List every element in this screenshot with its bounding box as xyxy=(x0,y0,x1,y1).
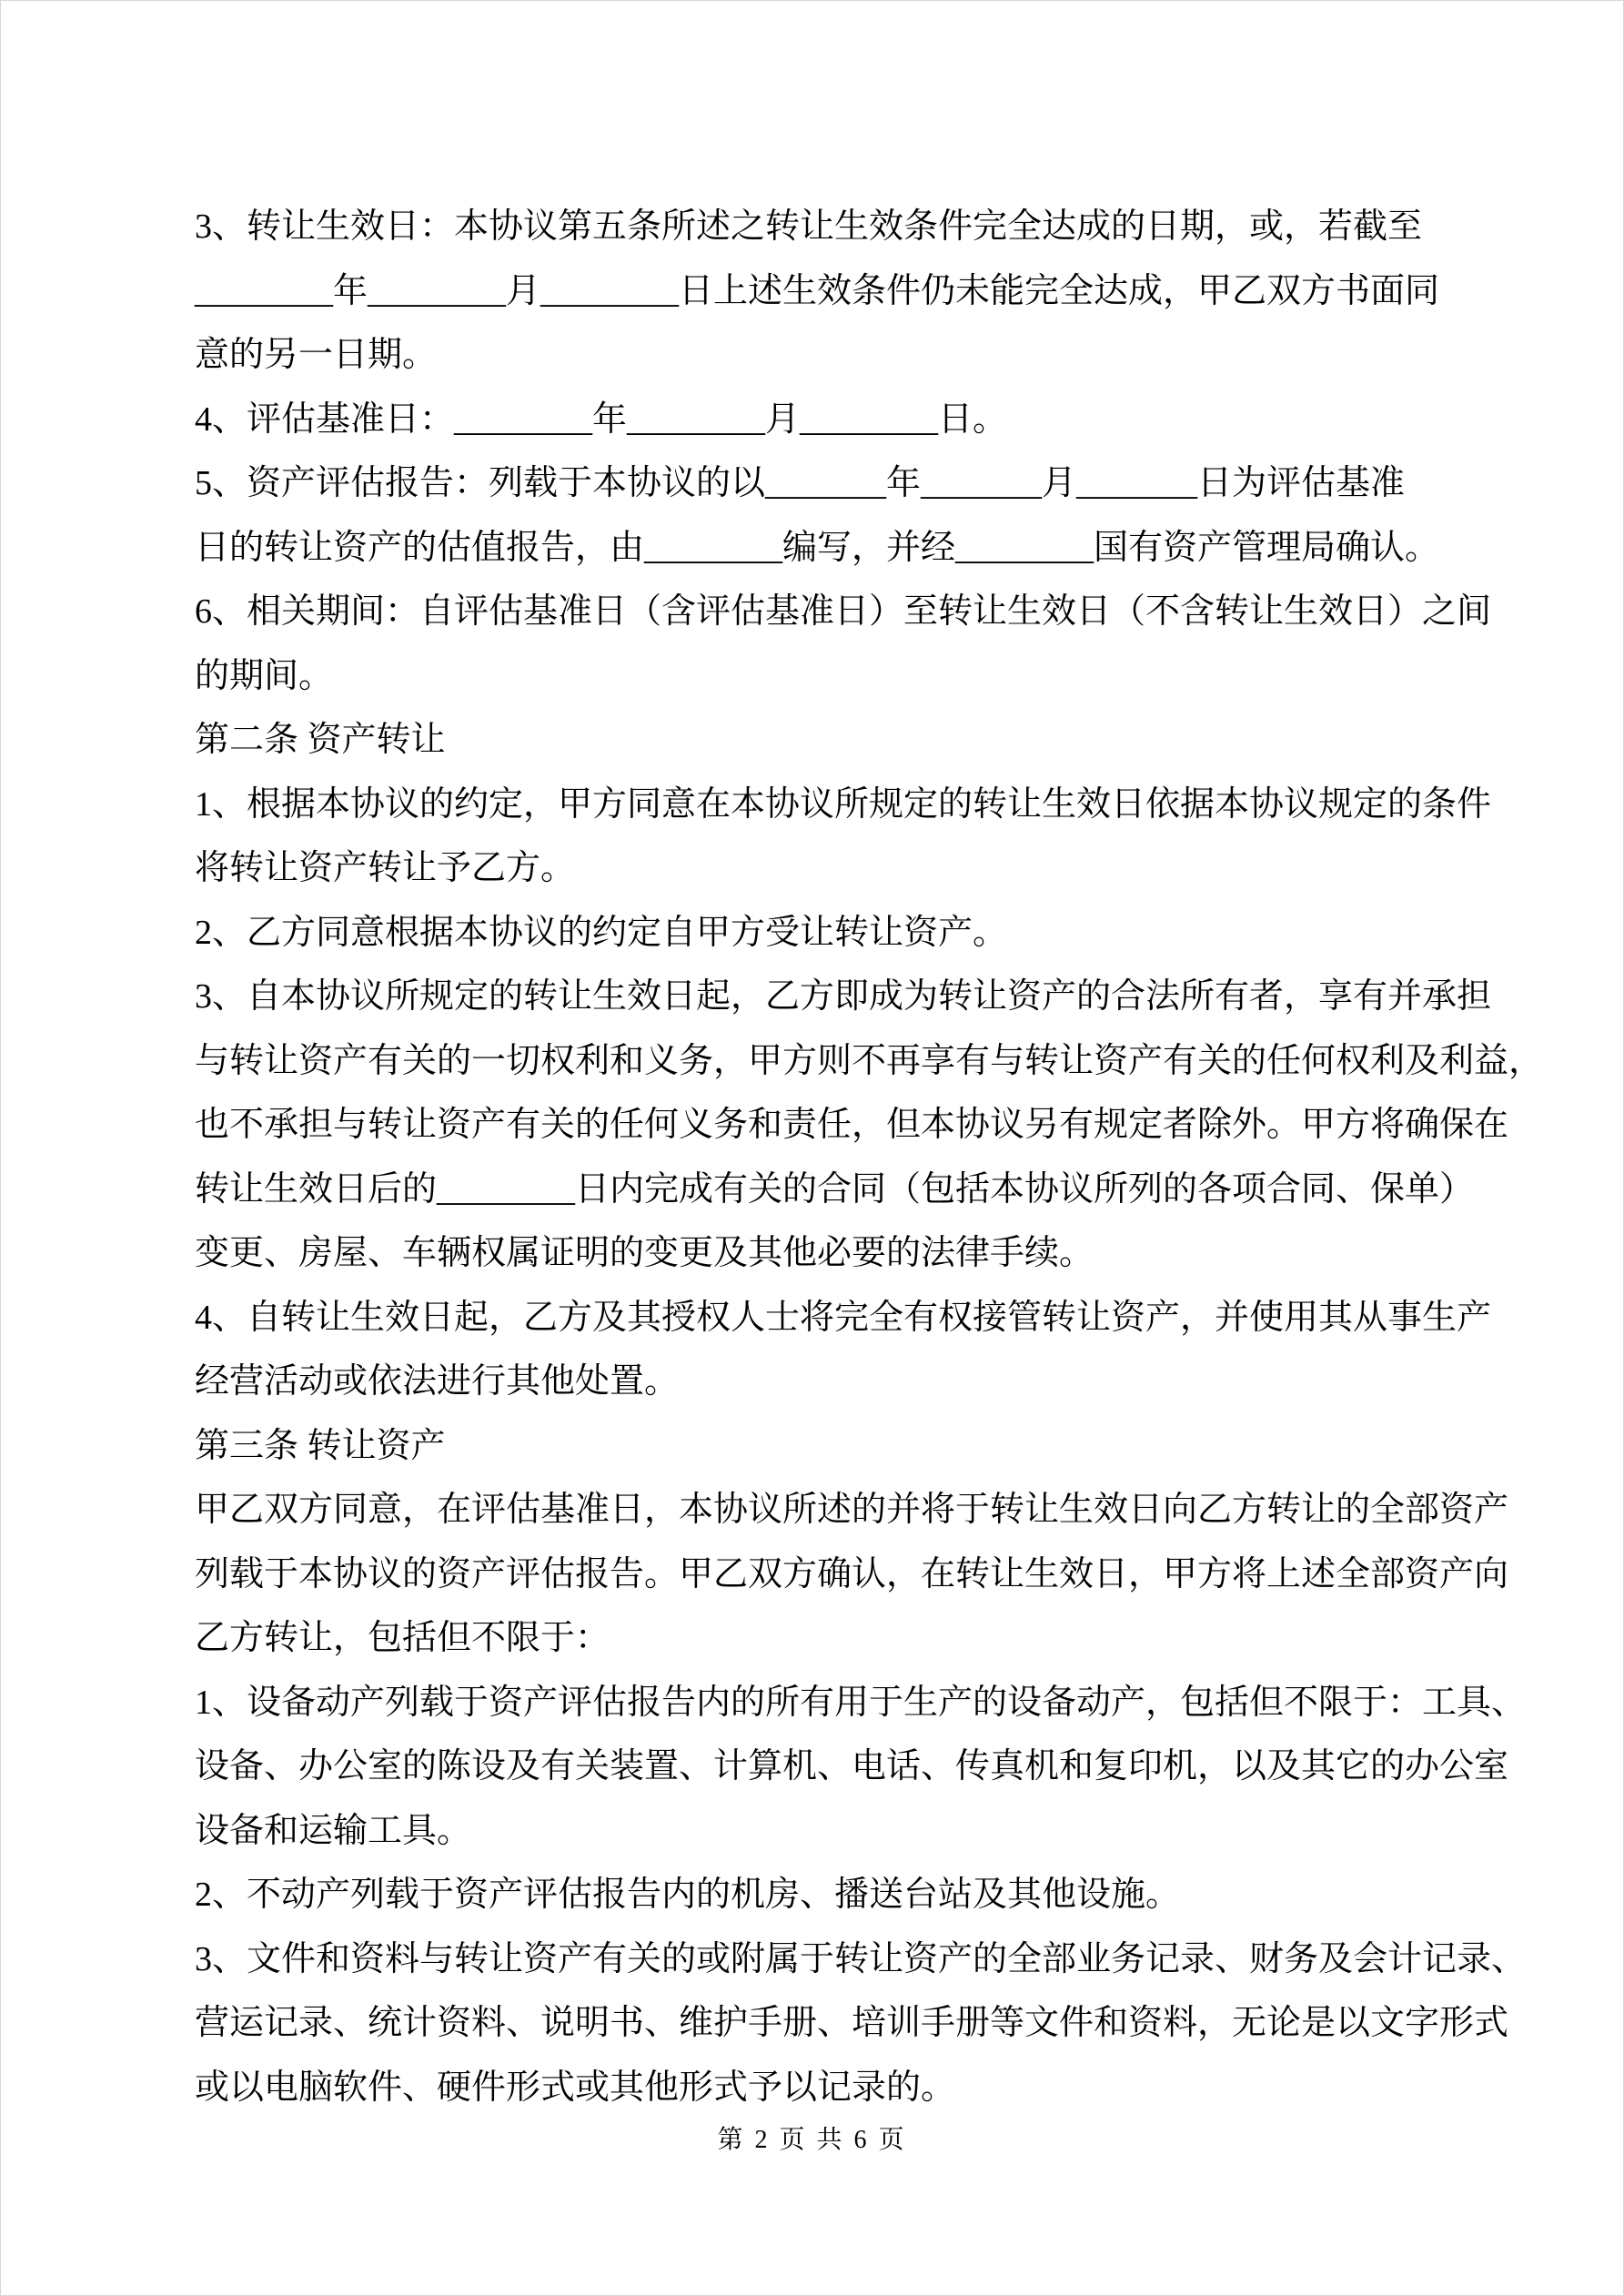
contract-line: 与转让资产有关的一切权利和义务，甲方则不再享有与转让资产有关的任何权利及利益， xyxy=(195,1041,1544,1080)
contract-line: 或以电脑软件、硬件形式或其他形式予以记录的。 xyxy=(195,2068,956,2107)
contract-body xyxy=(195,195,1544,2119)
contract-line: 经营活动或依法进行其他处置。 xyxy=(195,1362,680,1401)
contract-line: 2、乙方同意根据本协议的约定自甲方受让转让资产。 xyxy=(195,913,1008,952)
contract-line-blank-fill: 日的转让资产的估值报告，由________编写，并经________国有资产管理局确认。 xyxy=(195,528,1440,567)
contract-line: 乙方转让，包括但不限于： xyxy=(195,1619,610,1657)
contract-line: 设备、办公室的陈设及有关装置、计算机、电话、传真机和复印机，以及其它的办公室 xyxy=(195,1747,1509,1785)
page-number-footer: 第 2 页 共 6 页 xyxy=(717,2126,907,2154)
contract-line: 2、不动产列载于资产评估报告内的机房、播送台站及其他设施。 xyxy=(195,1876,1181,1914)
contract-line: 列载于本协议的资产评估报告。甲乙双方确认，在转让生效日，甲方将上述全部资产向 xyxy=(195,1554,1509,1593)
contract-line: 3、文件和资料与转让资产有关的或附属于转让资产的全部业务记录、财务及会计记录、 xyxy=(195,1939,1527,1978)
contract-line: 也不承担与转让资产有关的任何义务和责任，但本协议另有规定者除外。甲方将确保在 xyxy=(195,1106,1509,1144)
contract-line: 甲乙双方同意，在评估基准日，本协议所述的并将于转让生效日向乙方转让的全部资产 xyxy=(195,1491,1509,1529)
contract-line-blank-date: 5、资产评估报告：列载于本协议的以_______年_______月_______日为评估基准 xyxy=(195,464,1406,502)
contract-line: 设备和运输工具。 xyxy=(195,1811,472,1850)
section-heading-article-2: 第二条 资产转让 xyxy=(195,721,446,759)
contract-line: 的期间。 xyxy=(195,656,334,695)
contract-line: 3、自本协议所规定的转让生效日起，乙方即成为转让资产的合法所有者，享有并承担 xyxy=(195,977,1492,1016)
contract-line: 6、相关期间：自评估基准日（含评估基准日）至转让生效日（不含转让生效日）之间 xyxy=(195,592,1492,631)
contract-line: 变更、房屋、车辆权属证明的变更及其他必要的法律手续。 xyxy=(195,1234,1094,1272)
contract-line-blank-date: 4、评估基准日：________年________月________日。 xyxy=(195,400,1008,439)
contract-line: 3、转让生效日：本协议第五条所述之转让生效条件完全达成的日期，或，若截至 xyxy=(195,207,1423,246)
contract-line: 将转让资产转让予乙方。 xyxy=(195,849,576,887)
contract-line: 1、设备动产列载于资产评估报告内的所有用于生产的设备动产，包括但不限于：工具、 xyxy=(195,1683,1527,1722)
contract-line: 1、根据本协议的约定，甲方同意在本协议所规定的转让生效日依据本协议规定的条件 xyxy=(195,784,1492,824)
contract-line: 意的另一日期。 xyxy=(195,336,438,374)
contract-line: 营运记录、统计资料、说明书、维护手册、培训手册等文件和资料，无论是以文字形式 xyxy=(195,2004,1509,2042)
contract-line-blank-date: ________年________月________日上述生效条件仍未能完全达成，甲乙双方书面同 xyxy=(195,271,1440,310)
contract-line: 4、自转让生效日起，乙方及其授权人士将完全有权接管转让资产，并使用其从事生产 xyxy=(195,1298,1492,1337)
contract-line-blank-fill: 转让生效日后的________日内完成有关的合同（包括本协议所列的各项合同、保单） xyxy=(195,1169,1475,1209)
section-heading-article-3: 第三条 转让资产 xyxy=(195,1426,446,1465)
